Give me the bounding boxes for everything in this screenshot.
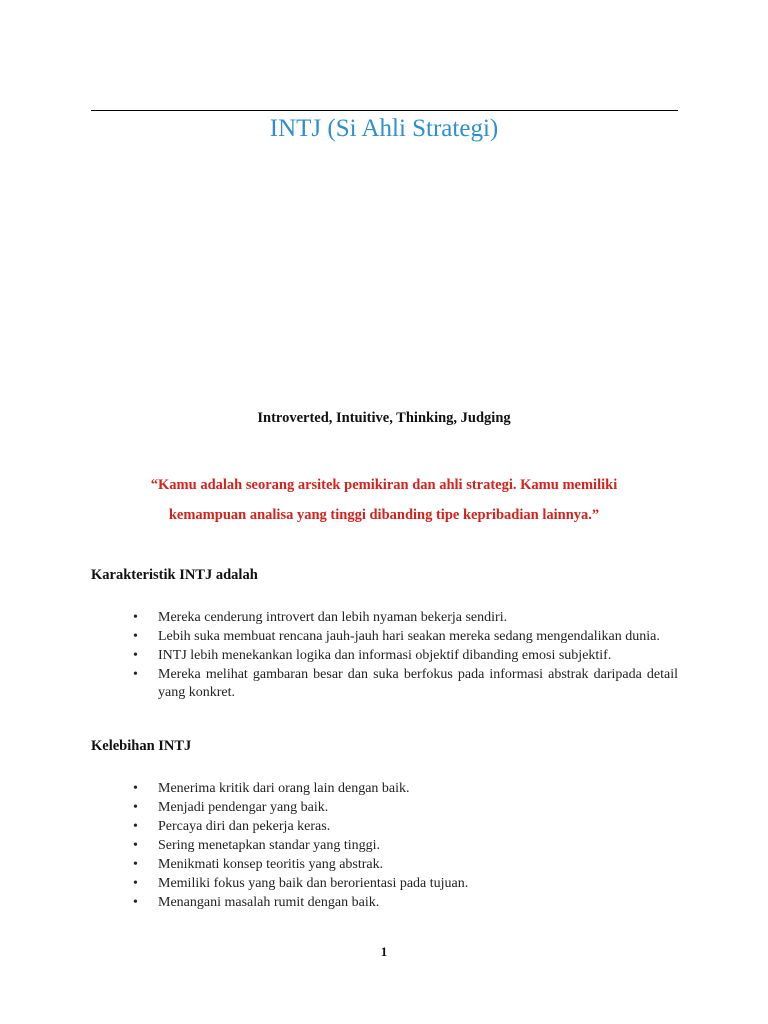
section-heading-characteristics: Karakteristik INTJ adalah	[91, 567, 258, 583]
list-item-text: Lebih suka membuat rencana jauh-jauh hari seakan mereka sedang mengendalikan dunia.	[158, 629, 660, 644]
bullet-icon: •	[133, 876, 138, 891]
list-item	[110, 647, 678, 665]
document-subtitle: Introverted, Intuitive, Thinking, Judging	[257, 410, 511, 426]
bullet-icon: •	[133, 800, 138, 815]
list-item-text: Sering menetapkan standar yang tinggi.	[158, 838, 380, 853]
list-item	[110, 875, 678, 893]
list-item	[110, 609, 678, 627]
bullet-icon: •	[133, 895, 138, 910]
strengths-list	[110, 780, 678, 913]
list-item-text: Menerima kritik dari orang lain dengan baik.	[158, 781, 410, 796]
bullet-icon: •	[133, 838, 138, 853]
list-item	[110, 837, 678, 855]
quote-line-2: kemampuan analisa yang tinggi dibanding tipe kepribadian lainnya.”	[168, 507, 600, 523]
list-item	[110, 780, 678, 798]
list-item	[110, 856, 678, 874]
list-item-text: Memiliki fokus yang baik dan berorientasi pada tujuan.	[158, 876, 469, 891]
list-item	[110, 818, 678, 836]
bullet-icon: •	[133, 857, 138, 872]
list-item-text: Menangani masalah rumit dengan baik.	[158, 895, 380, 910]
list-item-text: Mereka cenderung introvert dan lebih nyaman bekerja sendiri.	[158, 610, 508, 625]
document-title: INTJ (Si Ahli Strategi)	[269, 115, 499, 142]
characteristics-list	[110, 609, 678, 703]
list-item	[110, 628, 678, 646]
list-item-text: Percaya diri dan pekerja keras.	[158, 819, 331, 834]
list-item-text: Menjadi pendengar yang baik.	[158, 800, 329, 815]
bullet-icon: •	[133, 648, 138, 663]
list-item-text: INTJ lebih menekankan logika dan informasi objektif dibanding emosi subjektif.	[158, 648, 612, 663]
list-item-text: Mereka melihat gambaran besar dan suka berfokus pada informasi abstrak daripada detail yang konkret.	[158, 667, 678, 700]
list-item	[110, 799, 678, 817]
bullet-icon: •	[133, 667, 138, 682]
quote-block	[100, 470, 668, 530]
bullet-icon: •	[133, 819, 138, 834]
list-item	[110, 894, 678, 912]
bullet-icon: •	[133, 781, 138, 796]
list-item	[110, 666, 678, 702]
bullet-icon: •	[133, 629, 138, 644]
page-number: 1	[380, 944, 388, 959]
quote-line-1: “Kamu adalah seorang arsitek pemikiran dan ahli strategi. Kamu memiliki	[150, 477, 618, 493]
bullet-icon: •	[133, 610, 138, 625]
list-item-text: Menikmati konsep teoritis yang abstrak.	[158, 857, 384, 872]
top-divider	[91, 110, 678, 111]
section-heading-strengths: Kelebihan INTJ	[91, 738, 192, 754]
